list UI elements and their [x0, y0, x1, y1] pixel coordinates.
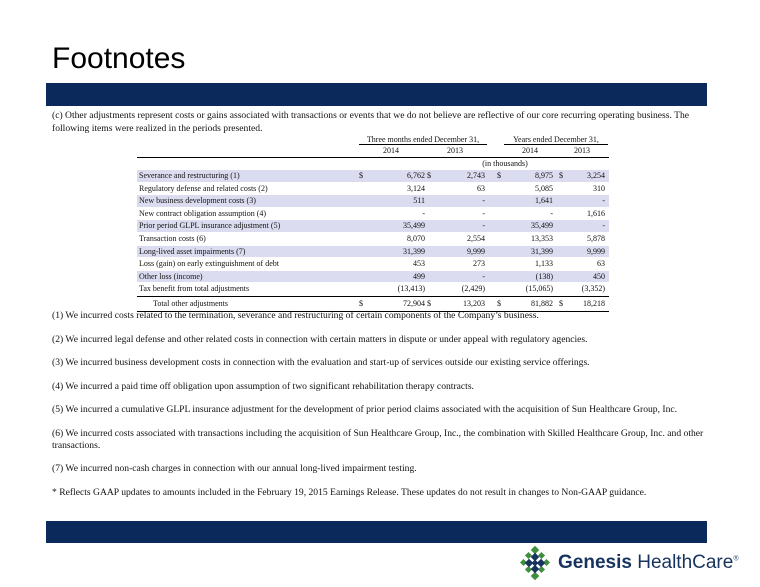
total-value: 13,203	[463, 298, 485, 308]
footnote-7: (7) We incurred non-cash charges in connection with our annual long-lived impairment testing.	[52, 463, 417, 474]
total-value: 18,218	[583, 298, 605, 308]
table-row	[137, 195, 609, 208]
units-row	[137, 158, 609, 170]
row-value: 31,399	[531, 246, 553, 256]
row-value: 35,499	[531, 221, 553, 231]
group-three-months: Three months ended December 31,	[359, 135, 487, 145]
currency-sign: $	[497, 171, 501, 180]
footnote-2: (2) We incurred legal defense and other related costs in connection with certain matters in dispute or under appeal with regulatory agencies.	[52, 333, 588, 345]
registered-mark: ®	[733, 555, 739, 563]
row-label: Long-lived asset impairments (7)	[139, 246, 246, 256]
units-label: (in thousands)	[482, 159, 528, 168]
row-value: -	[602, 221, 605, 231]
footnote-1: (1) We incurred costs related to the termination, severance and restructuring of certain components of the Company’s business.	[52, 310, 539, 321]
row-value: 511	[413, 196, 425, 206]
table-row	[137, 271, 609, 284]
row-label: Regulatory defense and related costs (2)	[139, 183, 268, 193]
row-value: 9,999	[467, 246, 485, 256]
year-col-3: 2014	[522, 146, 538, 155]
table-row	[137, 183, 609, 196]
footer-band	[46, 521, 707, 543]
adjustments-table	[137, 135, 609, 312]
genesis-logo-icon	[518, 546, 552, 580]
row-value: -	[482, 208, 485, 218]
table-row	[137, 170, 609, 183]
table-row	[137, 233, 609, 246]
row-value: 453	[413, 259, 425, 269]
currency-sign: $	[559, 298, 563, 308]
row-value: 9,999	[587, 246, 605, 256]
intro-paragraph: (c) Other adjustments represent costs or gains associated with transactions or events that we do not believe are reflective of our core recurring operating business. The following items were realized in the periods presented.	[52, 110, 690, 134]
row-label: Other loss (income)	[139, 271, 203, 281]
table-row	[137, 208, 609, 221]
row-value: 8,070	[407, 233, 425, 243]
year-col-4: 2013	[574, 146, 590, 155]
row-label: New contract obligation assumption (4)	[139, 208, 267, 218]
row-value: 8,975	[535, 171, 553, 180]
row-value: 1,641	[535, 196, 553, 206]
row-value: -	[602, 196, 605, 206]
row-value: 5,085	[535, 183, 553, 193]
footnote-6: (6) We incurred costs associated with transactions including the acquisition of Sun Healthcare Group, Inc., the combination with Skilled Healthcare Group, Inc. and other transactions.	[52, 427, 704, 451]
row-value: 2,554	[467, 233, 485, 243]
group-years: Years ended December 31,	[504, 135, 608, 145]
table-year-header	[137, 146, 609, 157]
row-value: 35,499	[403, 221, 425, 231]
year-col-1: 2014	[383, 146, 399, 155]
logo-brand-light: HealthCare	[631, 552, 734, 573]
row-value: -	[422, 208, 425, 218]
currency-sign: $	[427, 171, 431, 180]
footnote-5: (5) We incurred a cumulative GLPL insurance adjustment for the development of prior period claims associated with the acquisition of Sun Healthcare Group, Inc.	[52, 404, 678, 415]
row-value: 310	[593, 183, 605, 193]
currency-sign: $	[427, 298, 431, 308]
row-value: -	[482, 196, 485, 206]
row-value: 6,762	[407, 171, 425, 180]
table-group-header	[137, 135, 609, 146]
row-value: -	[482, 271, 485, 281]
row-value: -	[482, 221, 485, 231]
total-value: 72,904	[403, 298, 425, 308]
row-label: Loss (gain) on early extinguishment of debt	[139, 259, 279, 269]
footnotes-list	[52, 310, 712, 510]
row-value: (15,065)	[525, 284, 553, 294]
row-value: 13,353	[531, 233, 553, 243]
row-label: Transaction costs (6)	[139, 233, 206, 243]
row-value: 450	[593, 271, 605, 281]
row-value: (3,352)	[581, 284, 605, 294]
footnote-3: (3) We incurred business development costs in connection with the evaluation and start-up of services outside our existing service offerings.	[52, 357, 590, 368]
row-value: 2,743	[467, 171, 485, 180]
table-row	[137, 220, 609, 233]
footnote-4: (4) We incurred a paid time off obligation upon assumption of two significant rehabilitation therapy contracts.	[52, 380, 474, 392]
row-value: 5,878	[587, 233, 605, 243]
row-value: 63	[597, 259, 605, 269]
currency-sign: $	[497, 298, 501, 308]
row-value: 3,254	[587, 171, 605, 180]
table-body	[137, 170, 609, 296]
row-value: -	[550, 208, 553, 218]
row-value: 63	[477, 183, 485, 193]
row-value: (138)	[535, 271, 553, 281]
footnote-asterisk: * Reflects GAAP updates to amounts included in the February 19, 2015 Earnings Release. These updates do not result in changes to Non-GAAP guidance.	[52, 486, 647, 498]
row-value: 1,133	[535, 259, 553, 269]
table-row	[137, 258, 609, 271]
row-label: Severance and restructuring (1)	[139, 171, 240, 180]
header-band	[46, 83, 707, 106]
row-label: Prior period GLPL insurance adjustment (5)	[139, 221, 281, 231]
currency-sign: $	[359, 171, 363, 180]
page-title: Footnotes	[52, 42, 186, 75]
year-col-2: 2013	[447, 146, 463, 155]
currency-sign: $	[359, 298, 363, 308]
currency-sign: $	[559, 171, 563, 180]
table-row	[137, 246, 609, 259]
total-value: 81,882	[531, 298, 553, 308]
row-value: (13,413)	[397, 284, 425, 294]
logo-brand-bold: Genesis	[558, 552, 632, 573]
row-value: 499	[413, 271, 425, 281]
logo-wordmark	[558, 552, 739, 574]
table-row	[137, 283, 609, 296]
genesis-healthcare-logo	[518, 546, 739, 582]
row-value: 31,399	[403, 246, 425, 256]
total-label: Total other adjustments	[153, 298, 228, 308]
row-value: (2,429)	[461, 284, 485, 294]
row-label: New business development costs (3)	[139, 196, 256, 206]
row-value: 273	[473, 259, 485, 269]
row-value: 1,616	[587, 208, 605, 218]
row-label: Tax benefit from total adjustments	[139, 284, 250, 294]
row-value: 3,124	[407, 183, 425, 193]
